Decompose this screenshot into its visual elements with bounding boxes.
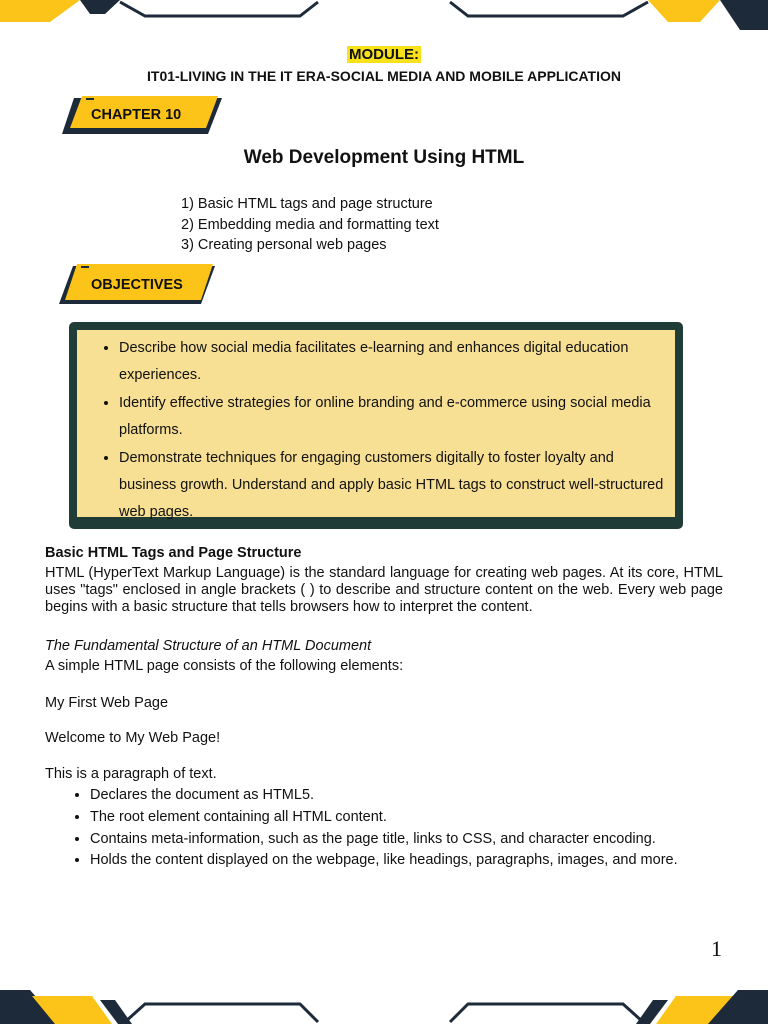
chapter-label: CHAPTER 10 <box>91 107 182 123</box>
objective-item: • Identify effective strategies for online branding and e-commerce using social media platforms. <box>119 390 665 445</box>
objective-item: • Demonstrate techniques for engaging customers digitally to foster loyalty and business growth. Understand and apply basic HTML tags to construct well-structured web pages. <box>119 445 665 527</box>
bullet-item: • Declares the document as HTML5. <box>90 785 678 807</box>
objectives-banner <box>57 262 217 312</box>
example-title: My First Web Page <box>45 695 169 711</box>
objectives-list <box>77 330 675 527</box>
topic-list <box>181 194 439 256</box>
intro-paragraph: HTML (HyperText Markup Language) is the standard language for creating web pages. At its core, HTML uses "tags" enclosed in angle brackets ( ) to describe and structure content on the web. Every web page begins with a basic structure that tells browsers how to interpret the content. <box>45 565 723 615</box>
bullet-item: • Contains meta-information, such as the page title, links to CSS, and character encoding. <box>90 829 678 851</box>
chapter-banner <box>60 94 225 142</box>
course-title: IT01-LIVING IN THE IT ERA-SOCIAL MEDIA AND MOBILE APPLICATION <box>147 68 621 84</box>
module-label-text: MODULE: <box>349 46 419 63</box>
bottom-border-decoration <box>0 990 768 1024</box>
topic-item: 2) Embedding media and formatting text <box>181 216 439 233</box>
example-paragraph: This is a paragraph of text. <box>45 766 217 782</box>
page-number: 1 <box>711 936 722 961</box>
subheading: The Fundamental Structure of an HTML Document <box>45 638 372 654</box>
objective-item: • Describe how social media facilitates e-learning and enhances digital education experiences. <box>119 335 665 390</box>
bullet-item: • The root element containing all HTML content. <box>90 807 678 829</box>
objectives-box-inner <box>77 330 675 521</box>
topic-item: 3) Creating personal web pages <box>181 237 387 254</box>
module-label <box>0 46 768 64</box>
objectives-label: OBJECTIVES <box>91 277 183 293</box>
lead-text: A simple HTML page consists of the following elements: <box>45 658 404 674</box>
objectives-box <box>69 322 683 529</box>
structure-bullet-list <box>45 785 678 872</box>
bullet-item: • Holds the content displayed on the webpage, like headings, paragraphs, images, and more. <box>90 850 678 872</box>
topic-item: 1) Basic HTML tags and page structure <box>181 196 433 212</box>
top-border-decoration <box>0 0 768 30</box>
section-heading: Basic HTML Tags and Page Structure <box>45 545 302 561</box>
page-title: Web Development Using HTML <box>243 147 525 168</box>
example-heading: Welcome to My Web Page! <box>45 730 221 746</box>
